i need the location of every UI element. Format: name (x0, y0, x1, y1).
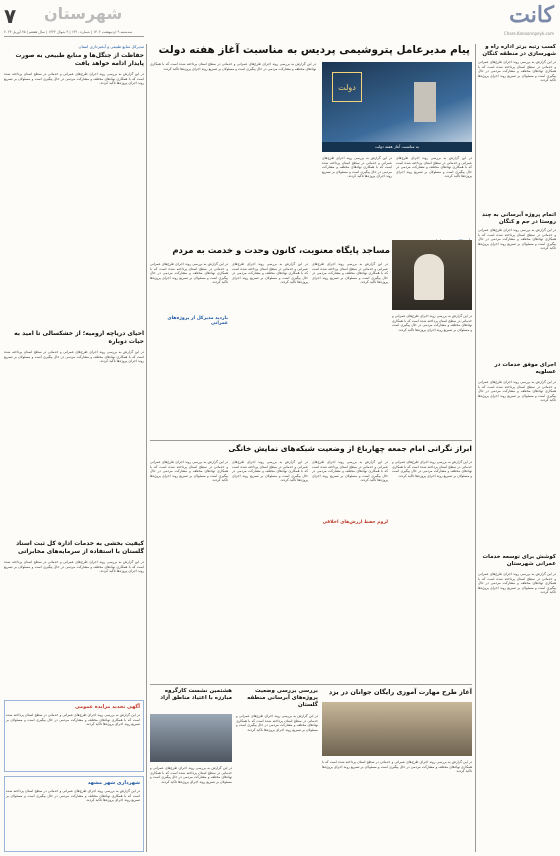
ad-body: در این گزارش به بررسی روند اجرای طرح‌های عمرانی و خدماتی در سطح استان پرداخته شده است که با همکاری نهادهای مختلف و مشارکت مردمی در حال پیگیری است و مسئولان بر تسریع روند اجرای پروژه‌ها تاکید کردند. (6, 713, 140, 727)
masthead-left (4, 4, 144, 40)
ad-org: شهرداری شهر مشهد (87, 780, 140, 786)
left-kicker: مدیرکل منابع طبیعی و آبخیزداری استان (78, 44, 144, 49)
figure (414, 254, 444, 300)
masthead-right (476, 2, 558, 42)
right-h1: کسب رتبه برتر اداره راه و شهرسازی در منطقه کنگان (482, 44, 556, 57)
lead-body-2: در این گزارش به بررسی روند اجرای طرح‌های عمرانی و خدماتی در سطح استان پرداخته شده است که با همکاری نهادهای مختلف و مشارکت مردمی در حال پیگیری است و مسئولان بر تسریع روند اجرای پروژه‌ها تاکید کردند. (322, 156, 392, 179)
center-body-h: در این گزارش به بررسی روند اجرای طرح‌های عمرانی و خدماتی در سطح استان پرداخته شده است که با همکاری نهادهای مختلف و مشارکت مردمی در حال پیگیری است و مسئولان بر تسریع روند اجرای پروژه‌ها تاکید کردند. (150, 460, 228, 483)
column-rule-left (146, 44, 147, 852)
center-sub1: بازدید مدیرکل از پروژه‌های عمرانی (167, 316, 228, 326)
cleric-photo (392, 240, 472, 310)
center-body-b: در این گزارش به بررسی روند اجرای طرح‌های عمرانی و خدماتی در سطح استان پرداخته شده است که با همکاری نهادهای مختلف و مشارکت مردمی در حال پیگیری است و مسئولان بر تسریع روند اجرای پروژه‌ها تاکید کردند. (312, 262, 388, 285)
left-h2: احیای دریاچه ارومیه؛ از خشکسالی تا امید به حیات دوباره (14, 330, 144, 345)
right-h3: اجرای موفق خدمات در عسلویه (494, 362, 556, 375)
center-body-f: در این گزارش به بررسی روند اجرای طرح‌های عمرانی و خدماتی در سطح استان پرداخته شده است که با همکاری نهادهای مختلف و مشارکت مردمی در حال پیگیری است و مسئولان بر تسریع روند اجرای پروژه‌ها تاکید کردند. (312, 460, 388, 483)
center-body-d: در این گزارش به بررسی روند اجرای طرح‌های عمرانی و خدماتی در سطح استان پرداخته شده است که با همکاری نهادهای مختلف و مشارکت مردمی در حال پیگیری است و مسئولان بر تسریع روند اجرای پروژه‌ها تاکید کردند. (150, 262, 228, 285)
bottom-h2: بررسی بررسی وضعیت پروژه‌های آبرسانی منطقه گلستان (247, 688, 318, 708)
lead-photo (322, 62, 472, 152)
left-body-3: در این گزارش به بررسی روند اجرای طرح‌های عمرانی و خدماتی در سطح استان پرداخته شده است که با همکاری نهادهای مختلف و مشارکت مردمی در حال پیگیری است و مسئولان بر تسریع روند اجرای پروژه‌ها تاکید کردند. (4, 560, 144, 574)
ad-box-1 (4, 700, 144, 772)
bottom-h1: آغاز طرح مهارت آموزی رایگان جوانان در یزد (328, 688, 472, 696)
masthead-rule (4, 36, 144, 37)
right-h2: اتمام پروژه آبرسانی به چند روستا در جم و کنگان (482, 212, 556, 225)
right-body-2: در این گزارش به بررسی روند اجرای طرح‌های عمرانی و خدماتی در سطح استان پرداخته شده است که با همکاری نهادهای مختلف و مشارکت مردمی در حال پیگیری است و مسئولان بر تسریع روند اجرای پروژه‌ها تاکید کردند. (478, 228, 556, 251)
center-sub2: لزوم حفظ ارزش‌های اخلاقی (322, 520, 388, 525)
logo: کانت (509, 2, 554, 28)
ad-body-2: در این گزارش به بررسی روند اجرای طرح‌های عمرانی و خدماتی در سطح استان پرداخته شده است که با همکاری نهادهای مختلف و مشارکت مردمی در حال پیگیری است و مسئولان بر تسریع روند اجرای پروژه‌ها تاکید کردند. (6, 789, 140, 803)
ad-title: آگهی تجدید مزایده عمومی (74, 704, 140, 710)
right-body-4: در این گزارش به بررسی روند اجرای طرح‌های عمرانی و خدماتی در سطح استان پرداخته شده است که با همکاری نهادهای مختلف و مشارکت مردمی در حال پیگیری است و مسئولان بر تسریع روند اجرای پروژه‌ها تاکید کردند. (478, 572, 556, 595)
section-title: شهرستان (44, 4, 123, 23)
logo-subtitle: Chare.Kanoonnpeyk.com (503, 31, 554, 36)
center-body-e: در این گزارش به بررسی روند اجرای طرح‌های عمرانی و خدماتی در سطح استان پرداخته شده است که با همکاری نهادهای مختلف و مشارکت مردمی در حال پیگیری است و مسئولان بر تسریع روند اجرای پروژه‌ها تاکید کردند. (392, 460, 472, 478)
left-h3: کیفیت بخشی به خدمات اداره کل ثبت اسناد گلستان با استفاده از سرمایه‌های مخابراتی (16, 540, 144, 555)
left-body-2: در این گزارش به بررسی روند اجرای طرح‌های عمرانی و خدماتی در سطح استان پرداخته شده است که با همکاری نهادهای مختلف و مشارکت مردمی در حال پیگیری است و مسئولان بر تسریع روند اجرای پروژه‌ها تاکید کردند. (4, 350, 144, 364)
badge: دولت (332, 72, 362, 102)
left-body-1: در این گزارش به بررسی روند اجرای طرح‌های عمرانی و خدماتی در سطح استان پرداخته شده است که با همکاری نهادهای مختلف و مشارکت مردمی در حال پیگیری است و مسئولان بر تسریع روند اجرای پروژه‌ها تاکید کردند. (4, 72, 144, 86)
center-h2: ابراز نگرانی امام جمعه چهارباغ از وضعیت شبکه‌های نمایش خانگی (228, 444, 472, 453)
left-h1: حفاظت از جنگل‌ها و منابع طبیعی به صورت پایدار ادامه خواهد یافت (15, 52, 144, 67)
bottom-body-2: در این گزارش به بررسی روند اجرای طرح‌های عمرانی و خدماتی در سطح استان پرداخته شده است که با همکاری نهادهای مختلف و مشارکت مردمی در حال پیگیری است و مسئولان بر تسریع روند اجرای پروژه‌ها تاکید کردند. (236, 714, 318, 732)
dateline: سه‌شنبه ۹ اردیبهشت ۱۴۰۲ | شماره ۱۴۲۰ | ۴ شوال ۱۴۴۴ | سال هشتم | ۲۵ آوریل ۲۰۲۳ (4, 30, 133, 34)
center-body-g: در این گزارش به بررسی روند اجرای طرح‌های عمرانی و خدماتی در سطح استان پرداخته شده است که با همکاری نهادهای مختلف و مشارکت مردمی در حال پیگیری است و مسئولان بر تسریع روند اجرای پروژه‌ها تاکید کردند. (232, 460, 308, 483)
right-body-1: در این گزارش به بررسی روند اجرای طرح‌های عمرانی و خدماتی در سطح استان پرداخته شده است که با همکاری نهادهای مختلف و مشارکت مردمی در حال پیگیری است و مسئولان بر تسریع روند اجرای پروژه‌ها تاکید کردند. (478, 60, 556, 83)
column-rule-right (475, 44, 476, 852)
divider-2 (150, 684, 472, 685)
lead-body-3: در این گزارش به بررسی روند اجرای طرح‌های عمرانی و خدماتی در سطح استان پرداخته شده است که با همکاری نهادهای مختلف و مشارکت مردمی در حال پیگیری است و مسئولان بر تسریع روند اجرای پروژه‌ها تاکید کردند. (150, 62, 316, 71)
lead-body-1: در این گزارش به بررسی روند اجرای طرح‌های عمرانی و خدماتی در سطح استان پرداخته شده است که با همکاری نهادهای مختلف و مشارکت مردمی در حال پیگیری است و مسئولان بر تسریع روند اجرای پروژه‌ها تاکید کردند. (396, 156, 472, 179)
bottom-h3: هشتمین نشست کارگروه مبارزه با اعتیاد مناطق آزاد (160, 688, 232, 701)
lead-headline: پیام مدیرعامل پتروشیمی پردیس به مناسبت آغاز هفته دولت (158, 44, 470, 56)
photo-caption: به مناسبت آغاز هفته دولت (322, 142, 472, 152)
center-body-a: در این گزارش به بررسی روند اجرای طرح‌های عمرانی و خدماتی در سطح استان پرداخته شده است که با همکاری نهادهای مختلف و مشارکت مردمی در حال پیگیری است و مسئولان بر تسریع روند اجرای پروژه‌ها تاکید کردند. (392, 314, 472, 332)
center-h1: مساجد پایگاه معنویت، کانون وحدت و خدمت به مردم (172, 246, 390, 256)
right-body-3: در این گزارش به بررسی روند اجرای طرح‌های عمرانی و خدماتی در سطح استان پرداخته شده است که با همکاری نهادهای مختلف و مشارکت مردمی در حال پیگیری است و مسئولان بر تسریع روند اجرای پروژه‌ها تاکید کردند. (478, 380, 556, 403)
center-body-c: در این گزارش به بررسی روند اجرای طرح‌های عمرانی و خدماتی در سطح استان پرداخته شده است که با همکاری نهادهای مختلف و مشارکت مردمی در حال پیگیری است و مسئولان بر تسریع روند اجرای پروژه‌ها تاکید کردند. (232, 262, 308, 285)
divider (150, 440, 472, 441)
right-h4: کوشش برای توسعه خدمات عمرانی شهرستان (482, 554, 556, 567)
bottom-body-1: در این گزارش به بررسی روند اجرای طرح‌های عمرانی و خدماتی در سطح استان پرداخته شده است که با همکاری نهادهای مختلف و مشارکت مردمی در حال پیگیری است و مسئولان بر تسریع روند اجرای پروژه‌ها تاکید کردند. (322, 760, 472, 774)
classroom-photo (322, 702, 472, 756)
meeting-photo (150, 714, 232, 762)
page-number: ۷ (4, 4, 17, 28)
ad-box-2 (4, 776, 144, 852)
portrait (414, 82, 436, 122)
bottom-body-3: در این گزارش به بررسی روند اجرای طرح‌های عمرانی و خدماتی در سطح استان پرداخته شده است که با همکاری نهادهای مختلف و مشارکت مردمی در حال پیگیری است و مسئولان بر تسریع روند اجرای پروژه‌ها تاکید کردند. (150, 766, 232, 784)
